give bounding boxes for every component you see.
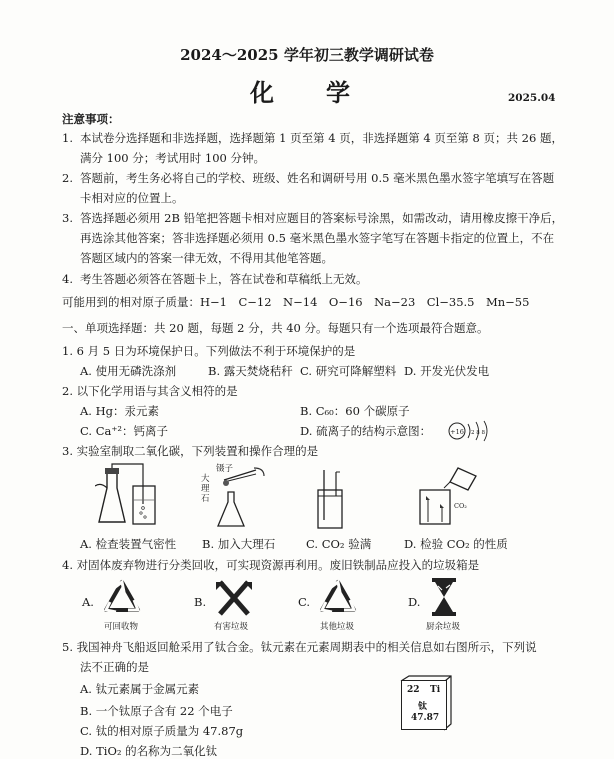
bin-label-other: 其他垃圾	[320, 622, 355, 632]
q4-letter-d: D.	[408, 595, 421, 609]
co2-fullness-apparatus	[310, 470, 350, 530]
q5-option-c: C. 钛的相对原子质量为 47.87g	[80, 724, 244, 738]
q5-option-d: D. TiO₂ 的名称为二氧化钛	[80, 744, 218, 758]
notice-1-line-2: 满分 100 分；考试用时 100 分钟。	[80, 151, 266, 165]
q3-option-b: B. 加入大理石	[202, 537, 276, 551]
bin-label-hazardous: 有害垃圾	[214, 622, 249, 632]
tweezers-label: 镊子	[216, 464, 234, 474]
other-waste-icon	[316, 578, 360, 618]
q3-stem: 3. 实验室制取二氧化碳，下列装置和操作合理的是	[62, 444, 319, 458]
co2-label: CO₂	[454, 502, 467, 510]
notice-2-line-2: 卡相对应的位置上。	[80, 191, 184, 205]
marble-label-1: 大	[201, 474, 210, 484]
tile-atomic-number: 22	[407, 685, 420, 695]
q2-option-b: B. C₆₀：60 个碳原子	[300, 404, 410, 418]
exam-date: 2025.04	[508, 92, 556, 104]
notice-2-num: 2.	[62, 171, 73, 185]
shell-electrons: 2 8 8	[471, 430, 485, 436]
notice-4-num: 4.	[62, 272, 73, 286]
marble-label-3: 石	[201, 494, 210, 504]
q4-letter-a: A.	[82, 595, 94, 609]
atomic-masses: 可能用到的相对原子质量：H−1 C−12 N−14 O−16 Na−23 Cl−35.5 Mn−55	[62, 295, 530, 309]
kitchen-waste-icon	[428, 576, 460, 618]
q4-letter-c: C.	[298, 595, 311, 609]
co2-property-apparatus	[414, 466, 480, 528]
notice-1-line-1: 本试卷分选择题和非选择题，选择题第 1 页至第 4 页，非选择题第 4 页至第 8 页；共 26 题，	[80, 131, 563, 145]
q1-option-d: D. 开发光伏发电	[404, 364, 490, 378]
q2-option-d: D. 硫离子的结构示意图：	[300, 424, 432, 438]
q4-letter-b: B.	[194, 595, 207, 609]
q1-option-c: C. 研究可降解塑料	[300, 364, 397, 378]
notice-3-num: 3.	[62, 211, 73, 225]
recycle-icon	[100, 578, 144, 618]
q5-stem-line-2: 法不正确的是	[80, 660, 149, 674]
q1-stem: 1. 6 月 5 日为环境保护日。下列做法不利于环境保护的是	[62, 344, 356, 358]
section-1-heading: 一、单项选择题：共 20 题，每题 2 分，共 40 分。每题只有一个选项最符合题意。	[62, 321, 489, 335]
q2-option-c: C. Ca⁺²：钙离子	[80, 424, 169, 438]
tile-name: 钛	[418, 702, 428, 712]
notice-1-num: 1.	[62, 131, 73, 145]
nucleus-charge: +16	[450, 428, 464, 436]
subject-title: 化 学	[250, 78, 364, 107]
tile-atomic-mass: 47.87	[411, 713, 440, 723]
q4-stem: 4. 对固体废弃物进行分类回收，可实现资源再利用。废旧铁制品应投入的垃圾箱是	[62, 558, 480, 572]
marble-label-2: 理	[201, 484, 210, 494]
titanium-element-tile	[401, 680, 447, 730]
sulfide-ion-diagram	[446, 420, 496, 442]
airtightness-apparatus	[95, 462, 167, 530]
q3-option-a: A. 检查装置气密性	[80, 537, 177, 551]
q1-option-b: B. 露天焚烧秸秆	[208, 364, 293, 378]
q5-option-a: A. 钛元素属于金属元素	[80, 682, 200, 696]
hazardous-icon	[212, 578, 256, 618]
marble-apparatus	[210, 462, 270, 532]
bin-label-recyclable: 可回收物	[104, 622, 139, 632]
notice-3-line-2: 再选涂其他答案；答非选择题必须用 0.5 毫米黑色墨水签字笔写在答题卡指定的位置上，不在	[80, 231, 555, 245]
notice-3-line-3: 答题区域内的答案一律无效，不得用其他笔答题。	[80, 251, 333, 265]
notice-4-line-1: 考生答题必须答在答题卡上，答在试卷和草稿纸上无效。	[80, 272, 368, 286]
q2-option-a: A. Hg：汞元素	[80, 404, 160, 418]
notice-3-line-1: 答选择题必须用 2B 铅笔把答题卡相对应题目的答案标号涂黑，如需改动，请用橡皮擦干净后，	[80, 211, 564, 225]
notice-heading: 注意事项：	[62, 112, 120, 126]
q3-option-d: D. 检验 CO₂ 的性质	[404, 537, 508, 551]
tile-symbol: Ti	[430, 685, 441, 695]
q3-option-c: C. CO₂ 验满	[306, 537, 372, 551]
q2-stem: 2. 以下化学用语与其含义相符的是	[62, 384, 238, 398]
exam-title: 2024～2025 学年初三教学调研试卷	[180, 46, 434, 64]
q5-option-b: B. 一个钛原子含有 22 个电子	[80, 704, 233, 718]
q5-stem-line-1: 5. 我国神舟飞船返回舱采用了钛合金。钛元素在元素周期表中的相关信息如右图所示，下列说	[62, 640, 537, 654]
notice-2-line-1: 答题前，考生务必将自己的学校、班级、姓名和调研号用 0.5 毫米黑色墨水签字笔填写在答题	[80, 171, 555, 185]
bin-label-kitchen: 厨余垃圾	[426, 622, 461, 632]
q1-option-a: A. 使用无磷洗涤剂	[80, 364, 177, 378]
